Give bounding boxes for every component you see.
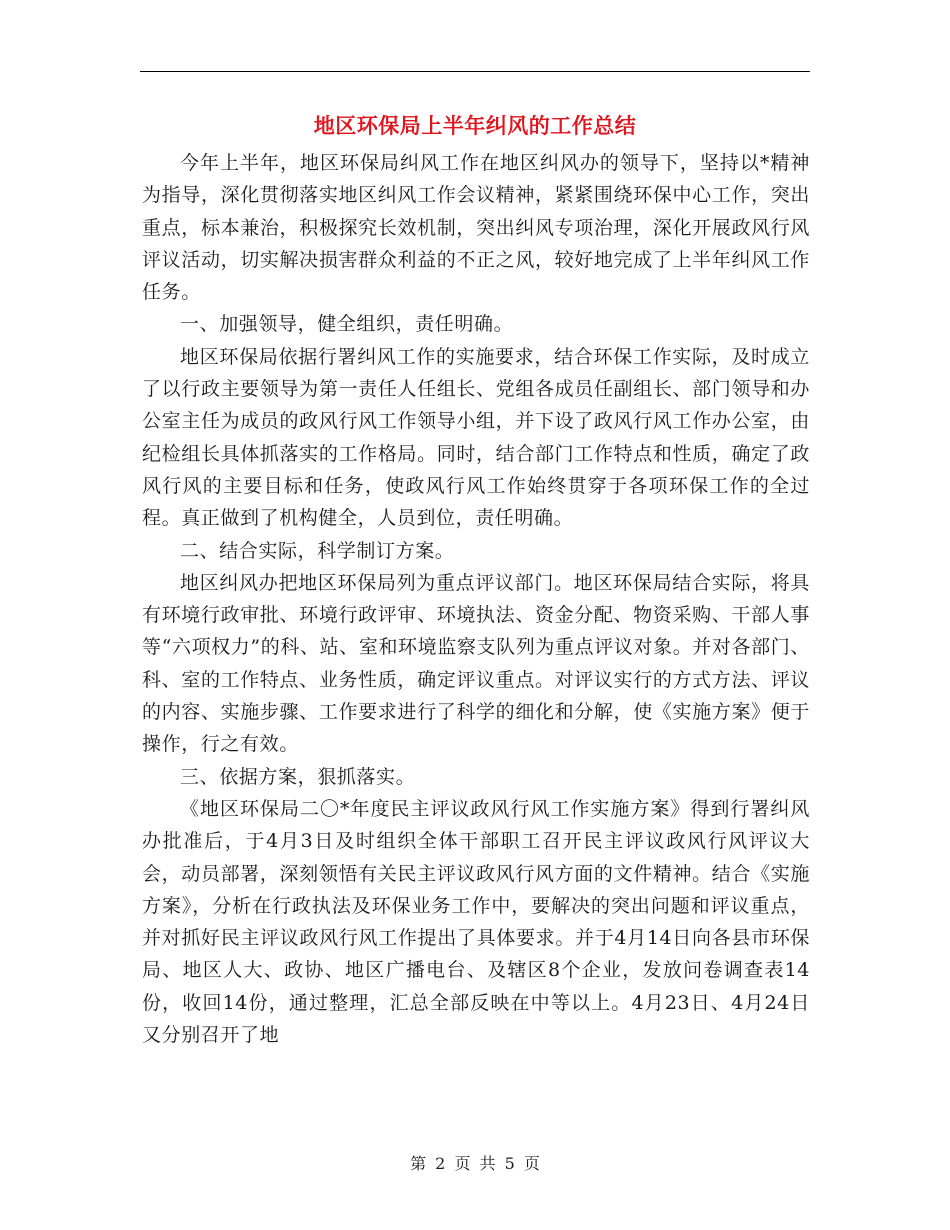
section-heading-3: 三、依据方案，狠抓落实。 [180,765,416,788]
section-heading-2: 二、结合实际，科学制订方案。 [180,539,455,562]
paragraph-section-1: 地区环保局依据行署纠风工作的实施要求，结合环保工作实际，及时成立了以行政主要领导为第一责任人任组长、党组各成员任副组长、部门领导和办公室主任为成员的政风行风工作领导小组，并下设了政风行风工作办公室，由纪检组长具体抓落实的工作格局。同时，结合部门工作特点和性质，确定了政风行风的主要目标和任务，使政风行风工作始终贯穿于各项环保工作的全过程。真正做到了机构健全，人员到位，责任明确。 [142,345,810,530]
document-title: 地区环保局上半年纠风的工作总结 [313,114,637,138]
document-body [142,147,810,1051]
header-rule [140,71,810,72]
section-heading-1: 一、加强领导，健全组织，责任明确。 [180,313,514,336]
paragraph-section-3: 《地区环保局二〇*年度民主评议政风行风工作实施方案》得到行署纠风办批准后，于4月3日及时组织全体干部职工召开民主评议政风行风评议大会，动员部署，深刻领悟有关民主评议政风行风方面的文件精神。结合《实施方案》，分析在行政执法及环保业务工作中，要解决的突出问题和评议重点，并对抓好民主评议政风行风工作提出了具体要求。并于4月14日向各县市环保局、地区人大、政协、地区广播电台、及辖区8个企业，发放问卷调查表14份，收回14份，通过整理，汇总全部反映在中等以上。4月23日、4月24日又分别召开了地 [142,797,810,1047]
page-number-footer: 第 2 页 共 5 页 [410,1154,540,1173]
paragraph-intro: 今年上半年，地区环保局纠风工作在地区纠风办的领导下，坚持以*精神为指导，深化贯彻落实地区纠风工作会议精神，紧紧围绕环保中心工作，突出重点，标本兼治，积极探究长效机制，突出纠风专项治理，深化开展政风行风评议活动，切实解决损害群众利益的不正之风，较好地完成了上半年纠风工作任务。 [142,152,810,304]
paragraph-section-2: 地区纠风办把地区环保局列为重点评议部门。地区环保局结合实际，将具有环境行政审批、环境行政评审、环境执法、资金分配、物资采购、干部人事等“六项权力”的科、站、室和环境监察支队列为重点评议对象。并对各部门、科、室的工作特点、业务性质，确定评议重点。对评议实行的方式方法、评议的内容、实施步骤、工作要求进行了科学的细化和分解，使《实施方案》便于操作，行之有效。 [142,571,810,756]
